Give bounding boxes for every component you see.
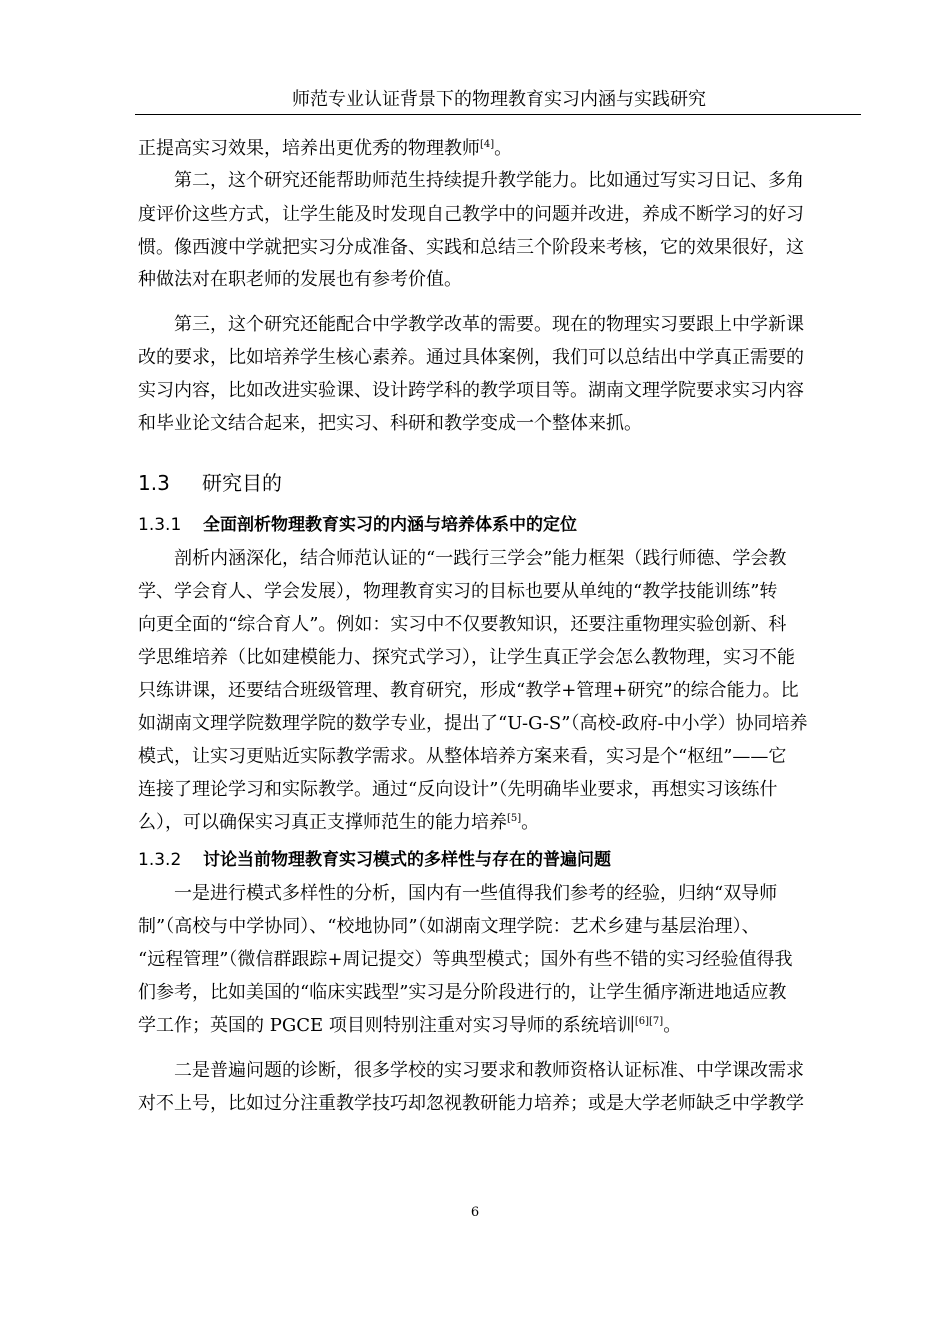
paragraph-line: 种做法对在职老师的发展也有参考价值。 (138, 269, 462, 290)
citation-ref: [5] (507, 813, 522, 824)
paragraph-line: 只练讲课，还要结合班级管理、教育研究，形成“教学+管理+研究”的综合能力。比 (138, 680, 799, 701)
paragraph-line: “远程管理”（微信群跟踪+周记提交）等典型模式；国外有些不错的实习经验值得我 (138, 949, 793, 970)
header-rule (135, 114, 861, 115)
paragraph-line: 学思维培养（比如建模能力、探究式学习），让学生真正学会怎么教物理，实习不能 (138, 647, 795, 668)
paragraph-line: 连接了理论学习和实际教学。通过“反向设计”（先明确毕业要求，再想实习该练什 (138, 779, 778, 800)
paragraph-line: 对不上号，比如过分注重教学技巧却忽视教研能力培养；或是大学老师缺乏中学教学 (138, 1093, 804, 1114)
paragraph-line: 二是普遍问题的诊断，很多学校的实习要求和教师资格认证标准、中学课改需求 (174, 1060, 804, 1081)
paragraph-line: 实习内容，比如改进实验课、设计跨学科的教学项目等。湖南文理学院要求实习内容 (138, 380, 804, 401)
paragraph-line: 正提高实习效果，培养出更优秀的物理教师[4]。 (138, 138, 513, 159)
citation-ref: [4] (480, 139, 495, 150)
paragraph-line: 制”（高校与中学协同）、“校地协同”（如湖南文理学院：艺术乡建与基层治理）、 (138, 916, 760, 937)
paragraph-line: 们参考，比如美国的“临床实践型”实习是分阶段进行的，让学生循序渐进地适应教 (138, 982, 787, 1003)
paragraph-line: 如湖南文理学院数理学院的数学专业，提出了“U-G-S”（高校-政府-中小学）协同培养 (138, 713, 808, 734)
paragraph-line: 么），可以确保实习真正支撑师范生的能力培养[5]。 (138, 812, 540, 833)
paragraph-line: 一是进行模式多样性的分析，国内有一些值得我们参考的经验，归纳“双导师 (174, 883, 778, 904)
paragraph-line: 学工作；英国的 PGCE 项目则特别注重对实习导师的系统培训[6][7]。 (138, 1015, 682, 1036)
paragraph-line: 改的要求，比如培养学生核心素养。通过具体案例，我们可以总结出中学真正需要的 (138, 347, 804, 368)
subsection-heading-1-3-1: 1.3.1 全面剖析物理教育实习的内涵与培养体系中的定位 (138, 515, 577, 535)
paragraph-line: 第二，这个研究还能帮助师范生持续提升教学能力。比如通过写实习日记、多角 (174, 170, 804, 191)
paragraph-line: 向更全面的“综合育人”。例如：实习中不仅要教知识，还要注重物理实验创新、科 (138, 614, 787, 635)
paragraph-line: 学、学会育人、学会发展），物理教育实习的目标也要从单纯的“教学技能训练”转 (138, 581, 778, 602)
paragraph-line: 和毕业论文结合起来，把实习、科研和教学变成一个整体来抓。 (138, 413, 642, 434)
paragraph-line: 第三，这个研究还能配合中学教学改革的需要。现在的物理实习要跟上中学新课 (174, 314, 804, 335)
subsection-heading-1-3-2: 1.3.2 讨论当前物理教育实习模式的多样性与存在的普遍问题 (138, 850, 611, 870)
paragraph-line: 惯。像西渡中学就把实习分成准备、实践和总结三个阶段来考核，它的效果很好，这 (138, 237, 804, 258)
section-heading-1-3: 1.3 研究目的 (138, 471, 282, 495)
citation-ref: [6][7] (634, 1016, 664, 1027)
page-number: 6 (470, 1205, 480, 1220)
paragraph-line: 模式，让实习更贴近实际教学需求。从整体培养方案来看，实习是个“枢纽”——它 (138, 746, 787, 767)
paragraph-line: 剖析内涵深化，结合师范认证的“一践行三学会”能力框架（践行师德、学会教 (174, 548, 787, 569)
paragraph-line: 度评价这些方式，让学生能及时发现自己教学中的问题并改进，养成不断学习的好习 (138, 204, 804, 225)
header-title: 师范专业认证背景下的物理教育实习内涵与实践研究 (292, 89, 706, 110)
